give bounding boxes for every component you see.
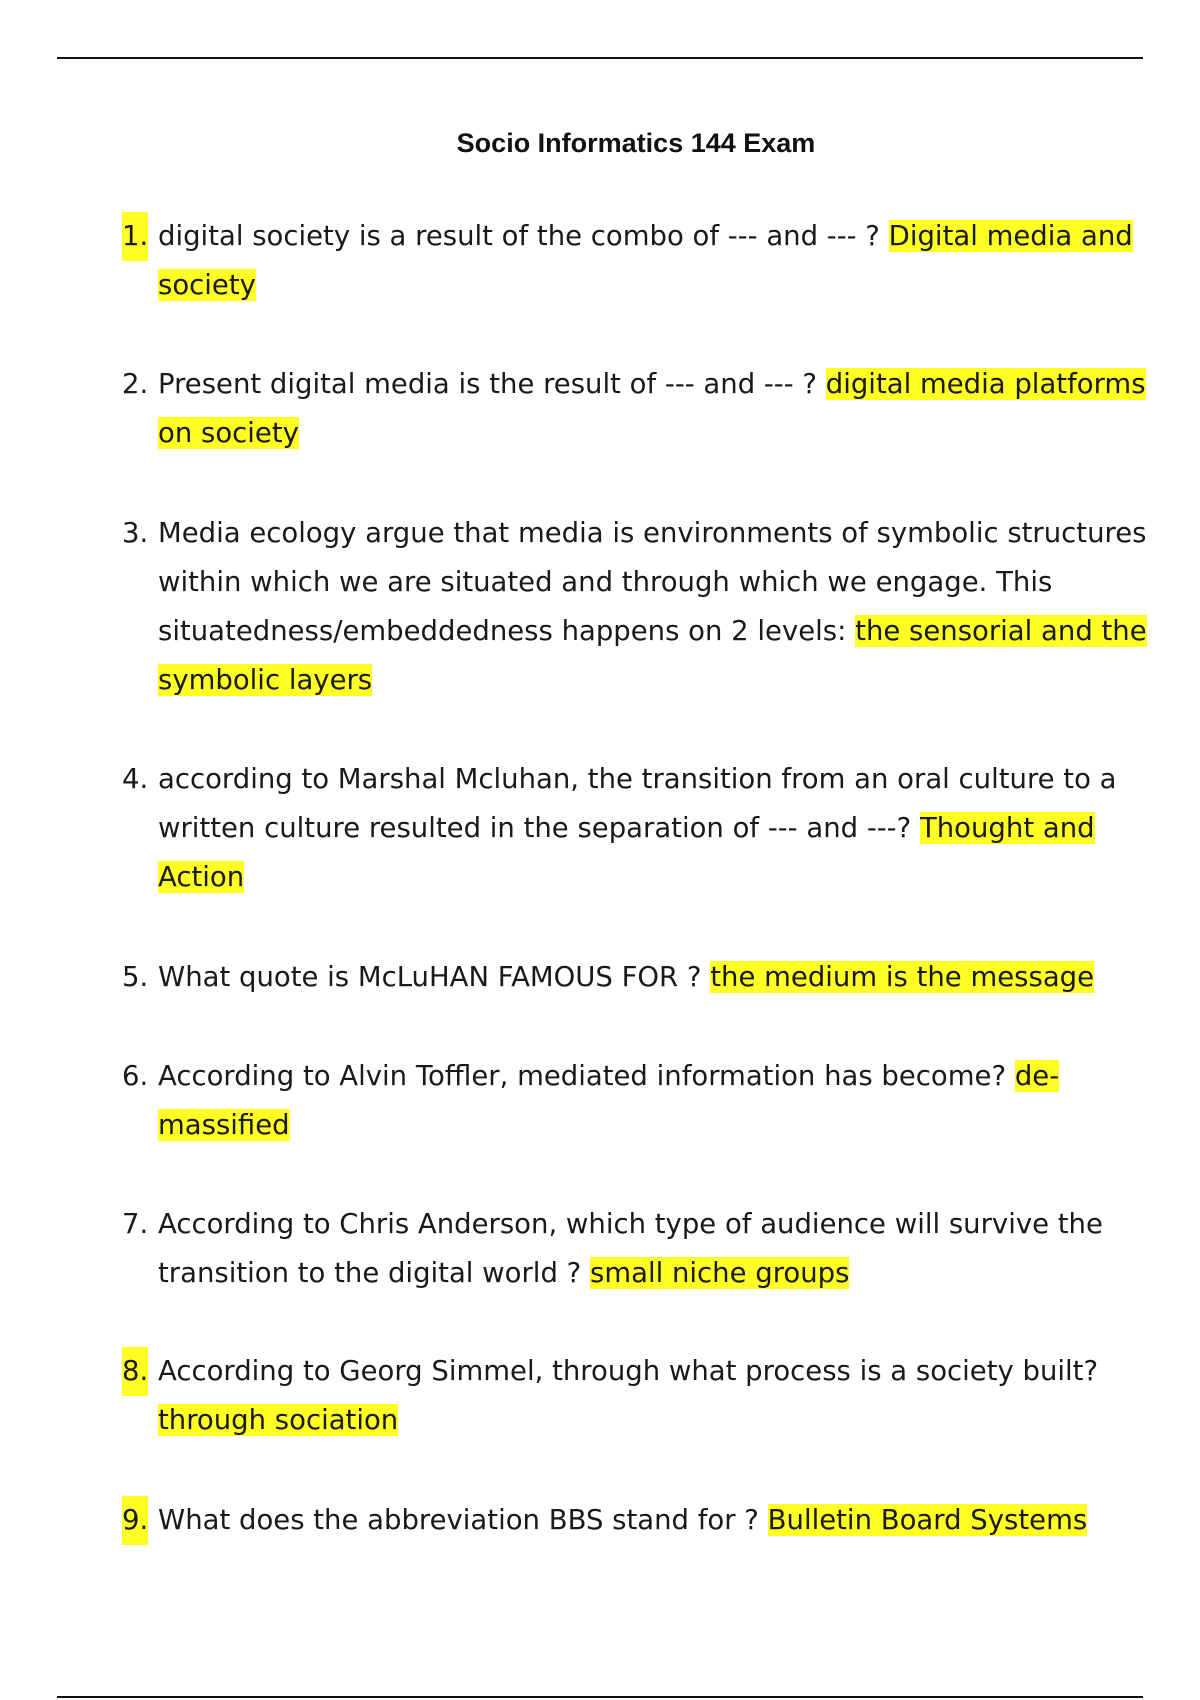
- question-text: Media ecology argue that media is environments of symbolic structures within which we are situated and through which we engage. This situatedness/embeddedness happens on 2 levels:: [158, 517, 1147, 647]
- question-text: What does the abbreviation BBS stand for ?: [158, 1504, 759, 1536]
- answer-text: Digital media and society: [158, 220, 1133, 301]
- question-number: 8.: [122, 1347, 148, 1396]
- question-number: 7.: [122, 1208, 149, 1240]
- answer-text: Bulletin Board Systems: [767, 1504, 1088, 1536]
- answer-text: small niche groups: [590, 1257, 850, 1289]
- question-text: digital society is a result of the combo of --- and --- ?: [158, 220, 880, 252]
- question-text: according to Marshal Mcluhan, the transition from an oral culture to a written culture resulted in the separation of --- and ---?: [158, 763, 1117, 844]
- question-number: 6.: [122, 1060, 149, 1092]
- question-text: According to Georg Simmel, through what process is a society built?: [158, 1355, 1099, 1387]
- question-item-6: [122, 1052, 1182, 1150]
- answer-text: digital media platforms on society: [158, 368, 1146, 449]
- question-text: Present digital media is the result of --- and --- ?: [158, 368, 817, 400]
- question-number: 5.: [122, 961, 149, 993]
- question-number: 9.: [122, 1496, 148, 1545]
- question-item-3: [122, 509, 1182, 705]
- question-number: 1.: [122, 212, 148, 261]
- question-number: 3.: [122, 517, 149, 549]
- question-text: According to Chris Anderson, which type of audience will survive the transition to the digital world ?: [158, 1208, 1103, 1289]
- answer-text: de-massified: [158, 1060, 1060, 1141]
- question-text: According to Alvin Toffler, mediated information has become?: [158, 1060, 1007, 1092]
- question-item-4: [122, 755, 1182, 902]
- question-item-2: [122, 360, 1182, 458]
- answer-text: Thought and Action: [158, 812, 1095, 893]
- question-text: What quote is McLuHAN FAMOUS FOR ?: [158, 961, 702, 993]
- answer-text: the medium is the message: [710, 961, 1095, 993]
- question-number: 4.: [122, 763, 149, 795]
- question-item-9: [122, 1496, 1182, 1545]
- question-item-8: [122, 1347, 1182, 1445]
- footer-rule: [57, 1696, 1143, 1698]
- question-item-7: [122, 1200, 1182, 1298]
- answer-text: the sensorial and the symbolic layers: [158, 615, 1147, 696]
- question-number: 2.: [122, 368, 149, 400]
- answer-text: through sociation: [158, 1404, 399, 1436]
- question-item-5: [122, 953, 1182, 1002]
- question-item-1: [122, 212, 1182, 310]
- document-title: Socio Informatics 144 Exam: [456, 128, 816, 158]
